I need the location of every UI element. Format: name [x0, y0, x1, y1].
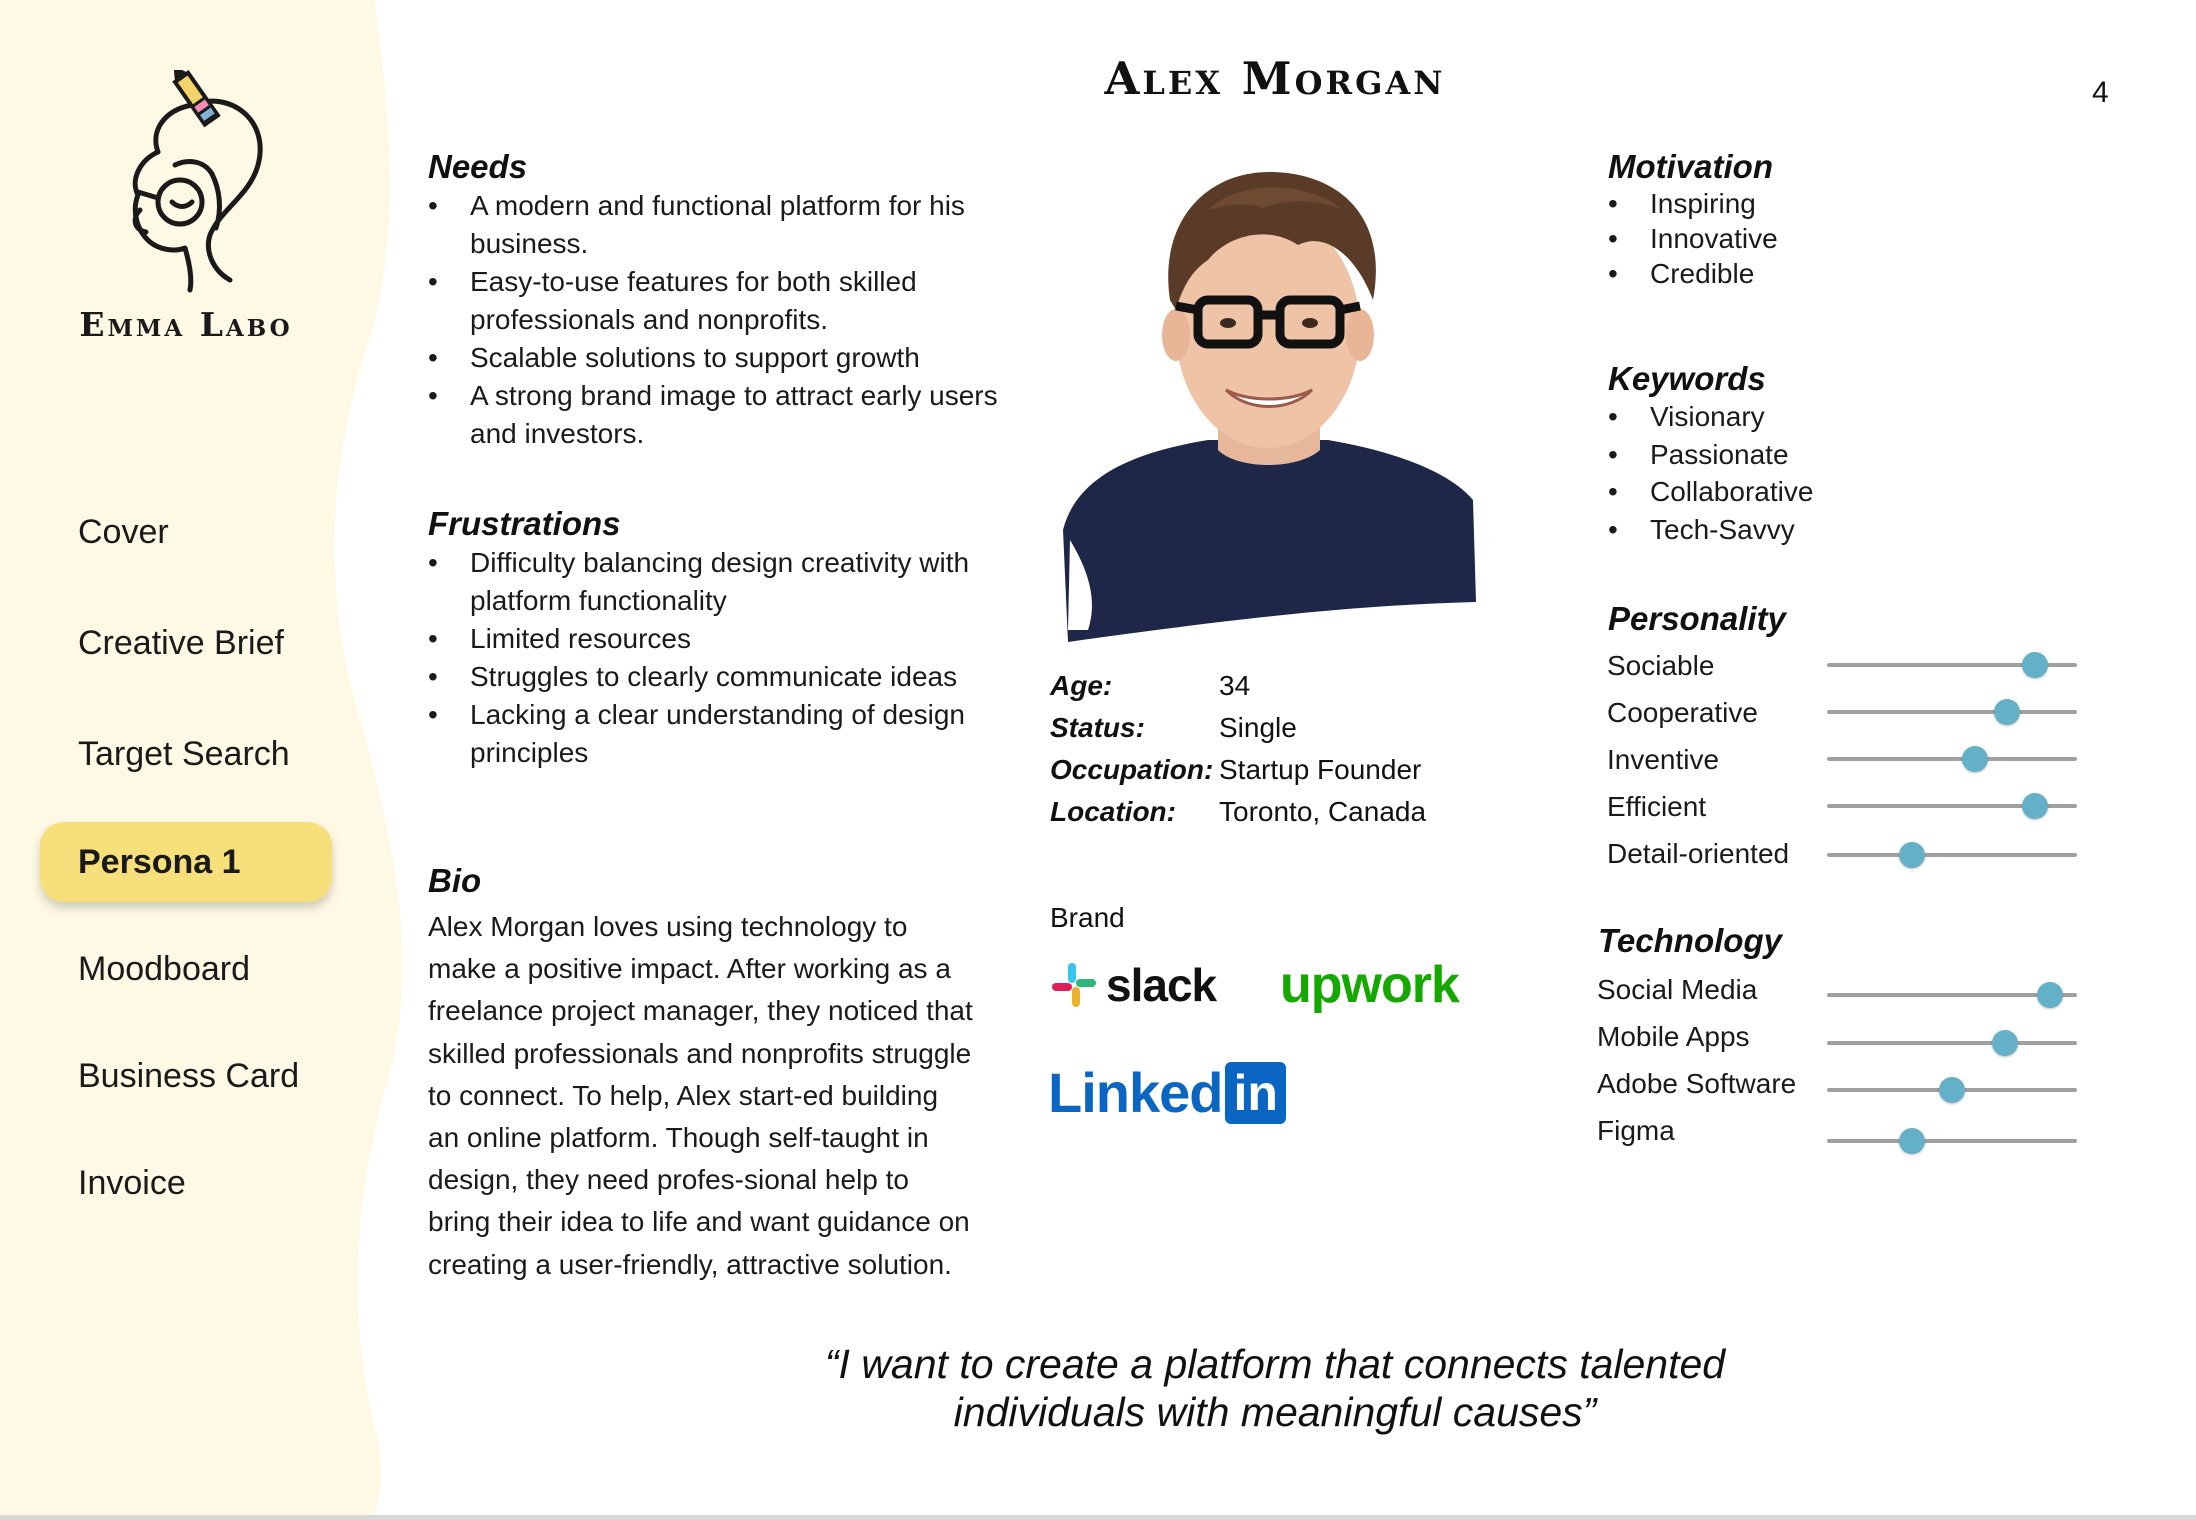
nav-item-moodboard[interactable]: Moodboard	[78, 950, 251, 988]
linkedin-logo	[1048, 1060, 1286, 1125]
slider-track	[1827, 1139, 2077, 1143]
brand-logo-icon	[80, 70, 300, 300]
list-item: • Collaborative	[1650, 473, 2050, 511]
slider-knob[interactable]	[2022, 793, 2048, 819]
quote-line-2: individuals with meaningful causes”	[953, 1389, 1597, 1435]
slider-knob[interactable]	[1899, 1128, 1925, 1154]
nav-item-creative-brief[interactable]: Creative Brief	[78, 624, 284, 662]
slider-knob[interactable]	[1994, 699, 2020, 725]
technology-label-mobile-apps: Mobile Apps	[1597, 1021, 1750, 1052]
brand-label: Brand	[1050, 902, 1125, 933]
occupation-value: Startup Founder	[1219, 754, 1422, 785]
slider-detail-oriented[interactable]	[1827, 840, 2077, 870]
slider-knob[interactable]	[1939, 1077, 1965, 1103]
slider-track	[1827, 853, 2077, 857]
bio-heading: Bio	[428, 862, 482, 899]
list-item: • Scalable solutions to support growth	[470, 339, 1015, 377]
slider-knob[interactable]	[1962, 746, 1988, 772]
linkedin-box: in	[1225, 1062, 1285, 1124]
slider-mobile-apps[interactable]	[1827, 1028, 2077, 1058]
keywords-list	[1608, 398, 2050, 548]
slider-knob[interactable]	[2037, 982, 2063, 1008]
page-number: 4	[2092, 76, 2109, 109]
personality-label-cooperative: Cooperative	[1607, 697, 1758, 728]
upwork-logo: upwork	[1280, 956, 1459, 1014]
nav-item-target-search[interactable]: Target Search	[78, 735, 290, 773]
motivation-heading: Motivation	[1608, 148, 1773, 185]
slider-inventive[interactable]	[1827, 744, 2077, 774]
persona-quote	[560, 1340, 1990, 1436]
slider-sociable[interactable]	[1827, 650, 2077, 680]
slider-cooperative[interactable]	[1827, 697, 2077, 727]
list-item: • Inspiring	[1650, 186, 2050, 221]
slider-knob[interactable]	[1992, 1030, 2018, 1056]
status-label: Status:	[1050, 712, 1145, 743]
slack-icon	[1050, 961, 1098, 1009]
keywords-heading: Keywords	[1608, 360, 1766, 397]
slider-efficient[interactable]	[1827, 791, 2077, 821]
list-item: • A modern and functional platform for his business.	[470, 187, 1015, 263]
age-value: 34	[1219, 670, 1251, 701]
nav-item-persona-1[interactable]: Persona 1	[40, 822, 332, 902]
nav-item-business-card[interactable]: Business Card	[78, 1057, 300, 1095]
list-item: • Credible	[1650, 256, 2050, 291]
occupation-label: Occupation:	[1050, 754, 1214, 785]
technology-label-figma: Figma	[1597, 1115, 1675, 1146]
list-item: • Struggles to clearly communicate ideas	[470, 658, 990, 696]
brand-name: Emma Labo	[79, 305, 293, 344]
list-item: • A strong brand image to attract early users and investors.	[470, 377, 1015, 453]
slider-track	[1827, 710, 2077, 714]
slack-logo	[1050, 958, 1216, 1012]
slider-social-media[interactable]	[1827, 980, 2077, 1010]
technology-label-social-media: Social Media	[1597, 974, 1758, 1005]
list-item: • Easy-to-use features for both skilled professionals and nonprofits.	[470, 263, 1015, 339]
quote-line-1: “I want to create a platform that connects talented	[824, 1341, 1726, 1387]
status-value: Single	[1219, 712, 1297, 743]
list-item: • Limited resources	[470, 620, 990, 658]
bio-text: Alex Morgan loves using technology to make a positive impact. After working as a freelance project manager, they noticed that skilled professionals and nonprofits struggle to connect. To help, Alex start-ed building an online platform. Though self-taught in design, they need profes-sional help to bring their idea to life and want guidance on creating a user-friendly, attractive solution.	[428, 911, 973, 1280]
needs-list	[428, 187, 1015, 453]
personality-label-sociable: Sociable	[1607, 650, 1715, 681]
list-item: • Lacking a clear understanding of design principles	[470, 696, 990, 772]
frustrations-list	[428, 544, 990, 772]
nav-item-cover[interactable]: Cover	[78, 513, 169, 551]
location-value: Toronto, Canada	[1219, 796, 1427, 827]
technology-heading: Technology	[1598, 922, 1782, 959]
personality-label-inventive: Inventive	[1607, 744, 1720, 775]
slider-track	[1827, 1041, 2077, 1045]
page-divider	[0, 1515, 2196, 1520]
persona-photo	[1058, 150, 1478, 642]
personality-label-detail-oriented: Detail-oriented	[1607, 838, 1790, 869]
slider-knob[interactable]	[1899, 842, 1925, 868]
location-label: Location:	[1050, 796, 1176, 827]
personality-label-efficient: Efficient	[1607, 791, 1707, 822]
linkedin-wordmark: Linked	[1048, 1061, 1223, 1124]
personality-heading: Personality	[1608, 600, 1786, 637]
list-item: • Tech-Savvy	[1650, 511, 2050, 549]
slider-figma[interactable]	[1827, 1126, 2077, 1156]
frustrations-heading: Frustrations	[428, 505, 621, 542]
list-item: • Visionary	[1650, 398, 2050, 436]
slider-knob[interactable]	[2022, 652, 2048, 678]
slack-wordmark: slack	[1106, 959, 1217, 1011]
slider-adobe-software[interactable]	[1827, 1075, 2077, 1105]
list-item: • Passionate	[1650, 436, 2050, 474]
list-item: • Innovative	[1650, 221, 2050, 256]
slider-track	[1827, 757, 2077, 761]
technology-label-adobe-software: Adobe Software	[1597, 1068, 1797, 1099]
age-label: Age:	[1050, 670, 1113, 701]
needs-heading: Needs	[428, 148, 528, 185]
list-item: • Difficulty balancing design creativity with platform functionality	[470, 544, 990, 620]
page-title: Alex Morgan	[1104, 52, 1446, 105]
nav-item-invoice[interactable]: Invoice	[78, 1164, 186, 1202]
motivation-list	[1608, 186, 2050, 291]
